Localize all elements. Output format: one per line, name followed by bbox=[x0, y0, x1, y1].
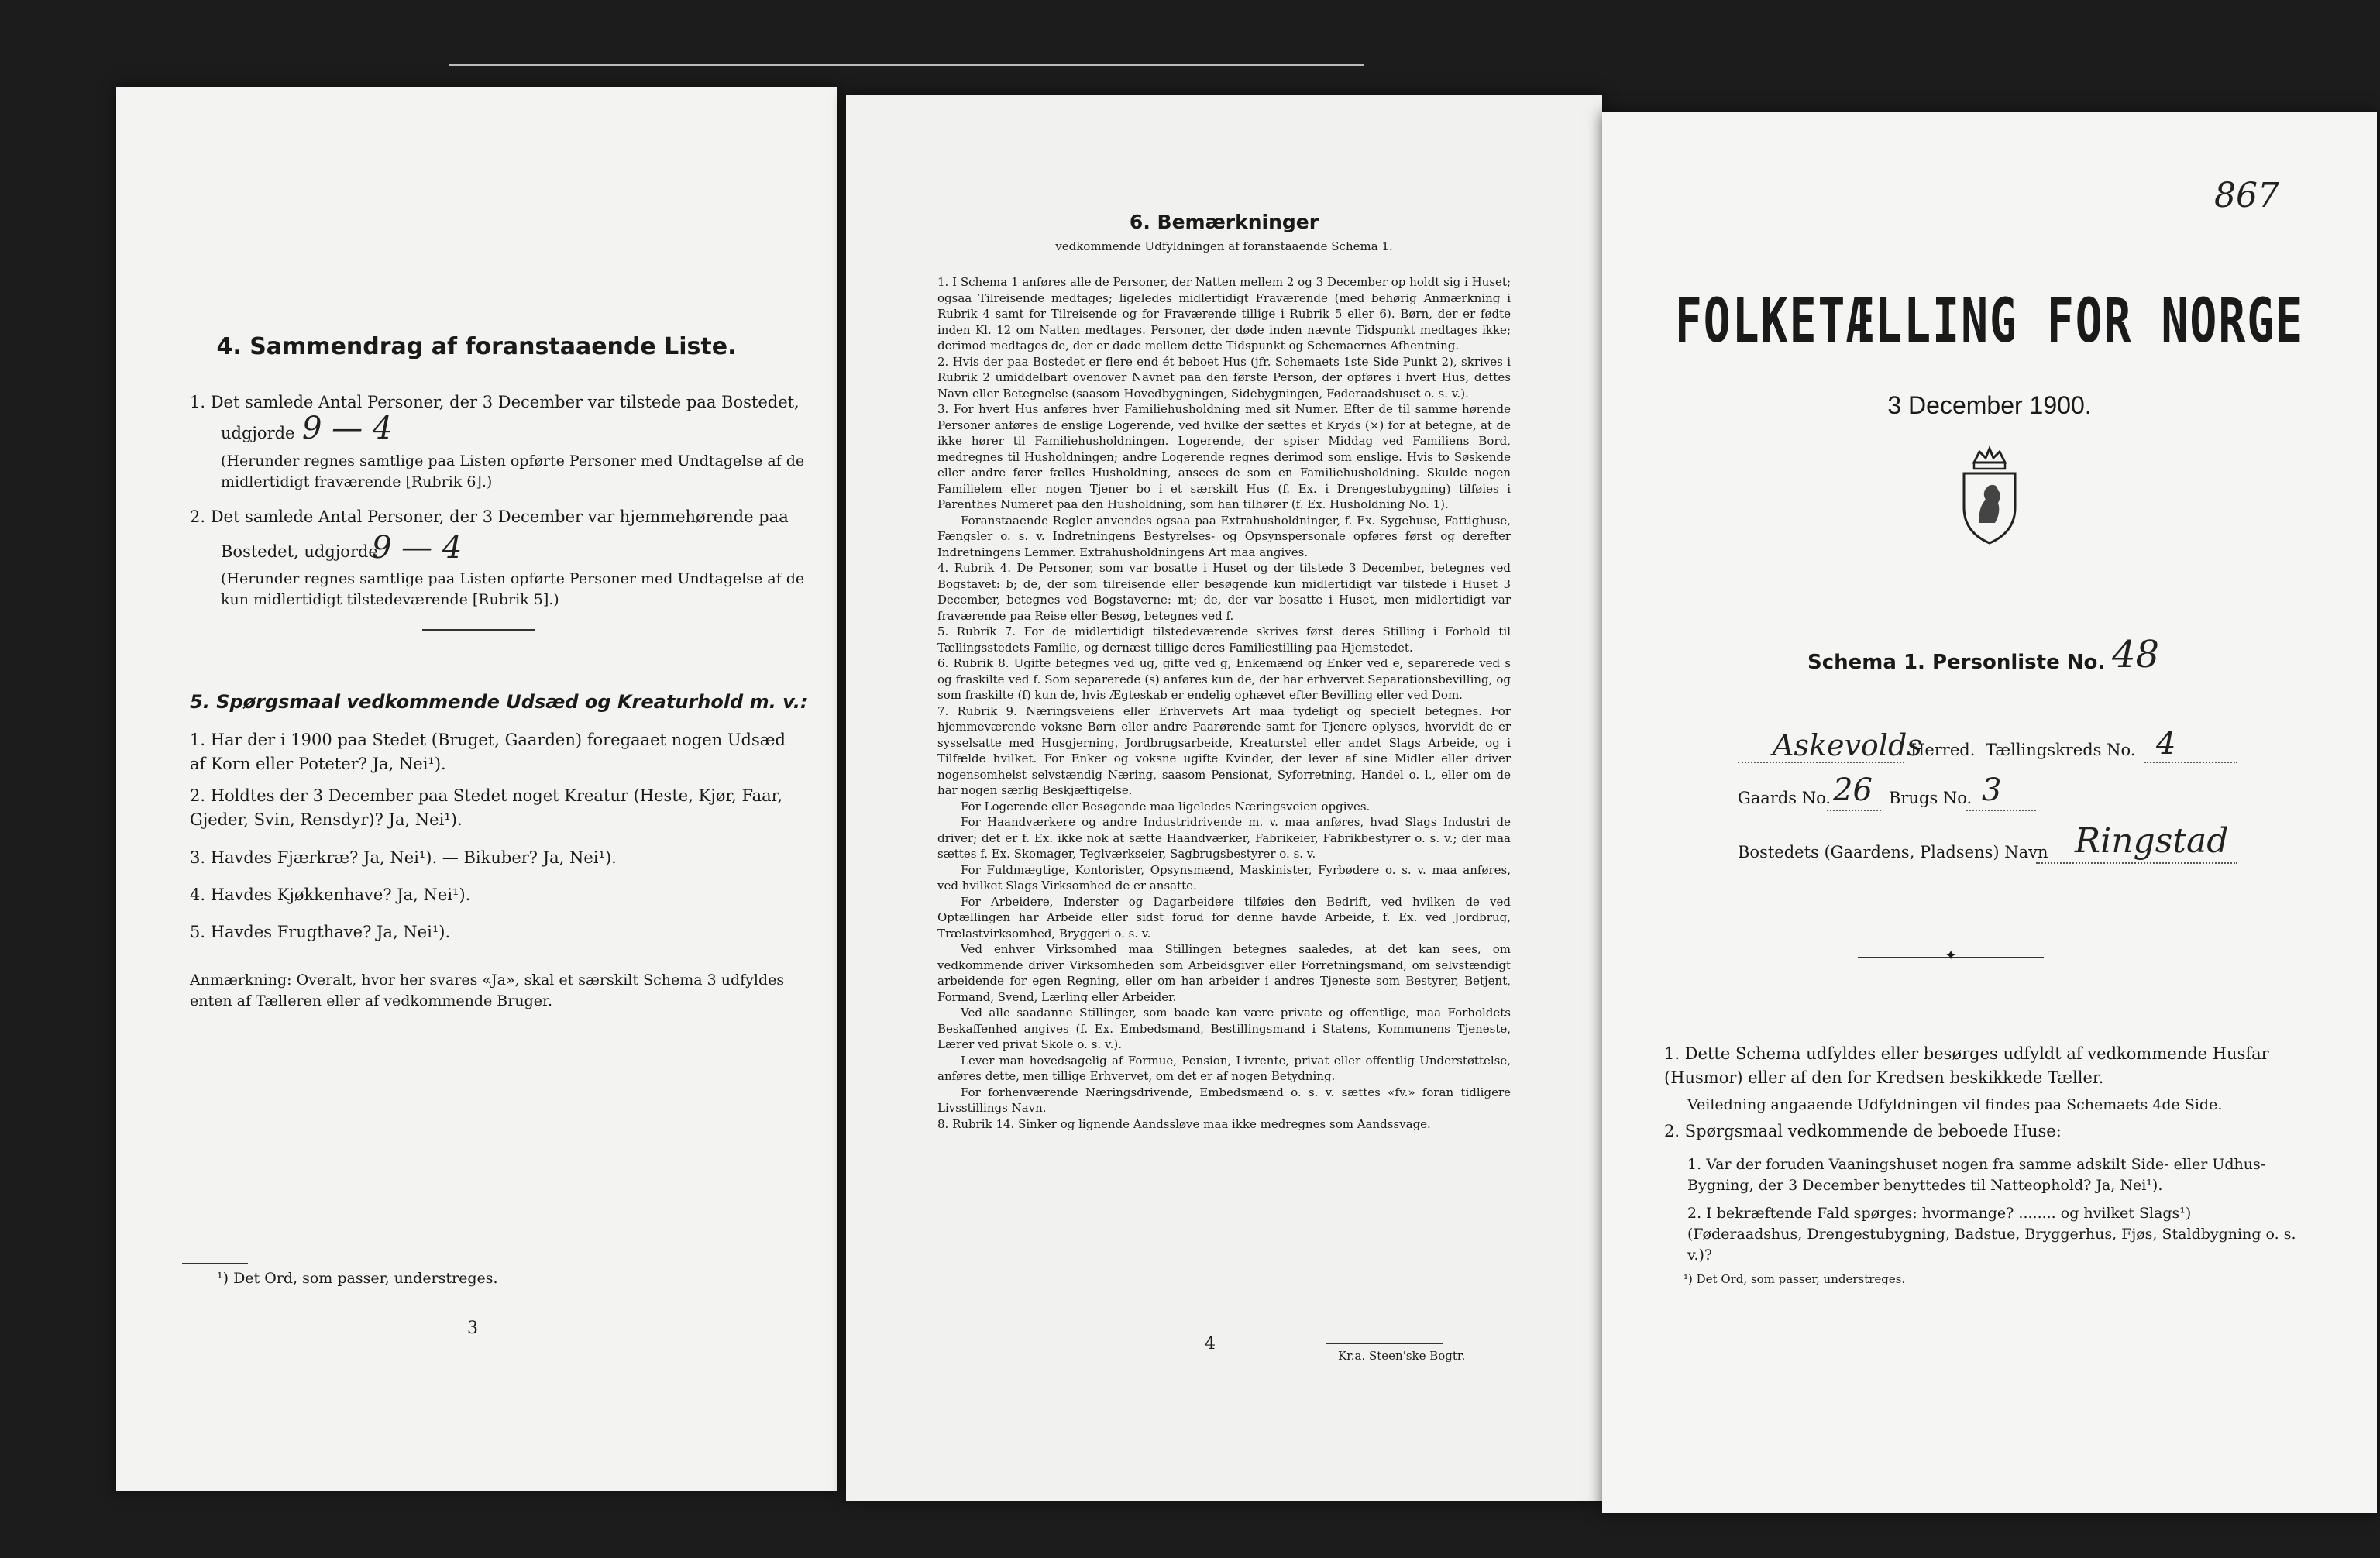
coat-of-arms-icon bbox=[1955, 445, 2024, 546]
question-5-1: 1. Har der i 1900 paa Stedet (Bruget, Gaarden) foregaaet nogen Udsæd af Korn eller Poteter? Ja, Nei¹). bbox=[190, 731, 786, 773]
printer-imprint: Kr.a. Steen'ske Bogtr. bbox=[1338, 1349, 1466, 1363]
question-5-5: 5. Havdes Frugthave? Ja, Nei¹). bbox=[190, 923, 451, 941]
instruction-2-1: 1. Var der foruden Vaaningshuset nogen fra samme adskilt Side- eller Udhus-Bygning, der 3 December benyttedes til Natteophold? Ja, Nei¹). bbox=[1687, 1156, 2266, 1194]
remark-paragraph: 6. Rubrik 8. Ugifte betegnes ved ug, gifte ved g, Enkemænd og Enker ved e, separerede ved s og fraskilte ved f. Som separerede (s) anføres kun de, der har erhvervet Separationsbevilling, og som fraskilte (f) kun de, hvis Ægteskab er endelig ophævet efter Bevilling eller ved Dom. bbox=[937, 656, 1511, 702]
question-1-note: (Herunder regnes samtlige paa Listen opførte Personer med Undtagelse af de midlertidigt fraværende [Rubrik 6].) bbox=[221, 452, 805, 490]
section6-subtitle: vedkommende Udfyldningen af foranstaaende Schema 1. bbox=[1055, 239, 1393, 253]
schema-number-handwritten: 48 bbox=[2112, 633, 2160, 676]
question-1-line2: udgjorde bbox=[221, 424, 295, 442]
herred-handwritten: Askevolds bbox=[1773, 728, 1922, 762]
right-page bbox=[1602, 112, 2377, 1513]
question-5-4: 4. Havdes Kjøkkenhave? Ja, Nei¹). bbox=[190, 886, 471, 904]
remark-paragraph: 2. Hvis der paa Bostedet er flere end ét beboet Hus (jfr. Schemaets 1ste Side Punkt 2), skrives i Rubrik 2 umiddelbart ovenover Navnet paa den første Person, der opføres i hvert Hus, dettes Navn eller Betegnelse (saasom Hovedbygningen, Sidebygningen, Føderaadshuset o. s. v.). bbox=[937, 354, 1511, 401]
ornament-icon: ✦ bbox=[1945, 948, 1957, 964]
page-number: 4 bbox=[1205, 1334, 1216, 1353]
remark-paragraph: For Haandværkere og andre Industridrivende m. v. maa anføres, hvad Slags Industri de driver; det er f. Ex. ikke nok at sætte Haandværker, Fabrikeier, Fabrikbestyrer o. s. v.; der maa sættes f. Ex. Skomager, Teglværkseier, Sagbrugsbestyrer o. s. v. bbox=[937, 815, 1511, 861]
question-1-line1: 1. Det samlede Antal Personer, der 3 December var tilstede paa Bostedet, bbox=[190, 393, 800, 411]
instruction-1-note: Veiledning angaaende Udfyldningen vil findes paa Schemaets 4de Side. bbox=[1687, 1096, 2223, 1113]
gaards-underline bbox=[1827, 810, 1881, 811]
remark-paragraph: 3. For hvert Hus anføres hver Familiehusholdning med sit Numer. Efter de til samme hørende Personer anføres de enslige Logerende, ved hvilke der sættes et Kryds (×) for at betegne, at de ikke hører til Familiehusholdningen. Logerende, der spiser Middag ved Familiens Bord, medregnes til Husholdningen; andre Logerende regnes derimod som enslige. Hvis to Søskende eller andre fører fælles Husholdning, ansees de som en Familiehusholdning. Skulde nogen Familielem eller nogen Tjener bo i et særskilt Hus (f. Ex. i Drengestubygning) tilføies i Parenthes Numeret paa den Husholdning, som han tilhører (f. Ex. Husholdning No. 1). bbox=[937, 402, 1511, 511]
left-page bbox=[116, 87, 837, 1491]
census-date: 3 December 1900. bbox=[1887, 391, 2092, 419]
question-5-3: 3. Havdes Fjærkræ? Ja, Nei¹). — Bikuber? Ja, Nei¹). bbox=[190, 848, 617, 867]
brugs-underline bbox=[1966, 810, 2036, 811]
kreds-handwritten: 4 bbox=[2156, 726, 2176, 762]
printer-rule bbox=[1326, 1343, 1443, 1344]
question-2-note: (Herunder regnes samtlige paa Listen opførte Personer med Undtagelse af de kun midlertidigt tilstedeværende [Rubrik 5].) bbox=[221, 570, 805, 608]
remark-paragraph: 8. Rubrik 14. Sinker og lignende Aandssløve maa ikke medregnes som Aandssvage. bbox=[937, 1116, 1431, 1131]
question-2-line2: Bostedet, udgjorde bbox=[221, 542, 378, 561]
footnote: ¹) Det Ord, som passer, understreges. bbox=[217, 1270, 498, 1287]
gaards-handwritten: 26 bbox=[1833, 772, 1873, 808]
census-title: FOLKETÆLLING FOR NORGE bbox=[1674, 285, 2305, 356]
remark-paragraph: Ved enhver Virksomhed maa Stillingen betegnes saaledes, at det kan sees, om vedkommende driver Virksomheden som Arbeidsgiver eller Forretningsmand, om selvstændigt arbeidende for egen Regning, eller om han arbeider i andres Tjeneste som Bestyrer, Betjent, Formand, Svend, Lærling eller Arbeider. bbox=[937, 942, 1511, 1004]
gaards-label: Gaards No. bbox=[1738, 789, 1831, 807]
kreds-label: Tællingskreds No. bbox=[1986, 741, 2136, 759]
remark-paragraph: Ved alle saadanne Stillinger, som baade kan være private og offentlige, maa Forholdets Beskaffenhed angives (f. Ex. Embedsmand, Bestillingsmand i Statens, Kommunens Tjeneste, Lærer ved privat Skole o. s. v.). bbox=[937, 1006, 1511, 1051]
remark-paragraph: For Arbeidere, Inderster og Dagarbeidere tilføies den Bedrift, ved hvilken de ved Optællingen har Arbeide eller sidst forud for denne havde Arbeide, f. Ex. ved Jordbrug, Trælastvirksomhed, Bryggeri o. s. v. bbox=[937, 894, 1511, 941]
instruction-1: 1. Dette Schema udfyldes eller besørges udfyldt af vedkommende Husfar (Husmor) eller af den for Kredsen beskikkede Tæller. bbox=[1664, 1044, 2269, 1087]
remark-paragraph: 1. I Schema 1 anføres alle de Personer, der Natten mellem 2 og 3 December op holdt sig i Huset; ogsaa Tilreisende medtages; ligeledes midlertidigt Fraværende (med behørig Anmærkning i Rubrik 4 samt for Tilreisende og for Fraværende tillige i Rubrik 5 eller 6). Børn, der er fødte inden Kl. 12 om Natten medtages. Personer, der døde inden nævnte Tidspunkt medtages ikke; derimod medtages de, der er døde mellem dette Tidspunkt og Schemaernes Afhentning. bbox=[937, 275, 1511, 353]
footnote: ¹) Det Ord, som passer, understreges. bbox=[1684, 1272, 1906, 1286]
remark-paragraph: For Logerende eller Besøgende maa ligeledes Næringsveien opgives. bbox=[961, 799, 1371, 813]
remark-paragraph: For Fuldmægtige, Kontorister, Opsynsmænd, Maskinister, Fyrbødere o. s. v. maa anføres, ved hvilket Slags Virksomhed de er ansatte. bbox=[937, 862, 1511, 892]
bosted-handwritten: Ringstad bbox=[2075, 821, 2229, 861]
remark-paragraph: 7. Rubrik 9. Næringsveiens eller Erhvervets Art maa tydeligt og specielt betegnes. For hjemmeværende voksne Børn eller andre Paarørende samt for Tjenere oplyses, hvorvidt de er sysselsatte med Husgjerning, Jordbrugsarbeide, Kreaturstel eller andet Slags Arbeide, og i Tilfælde hvilket. For Enker og voksne ugifte Kvinder, der lever af sine Midler eller driver nogensomhelst selvstændig Næring, saasom Pensionat, Syforretning, Handel o. l., eller om de har nogen særlig Beskjæftigelse. bbox=[937, 703, 1511, 797]
brugs-label: Brugs No. bbox=[1889, 789, 1972, 807]
remark-paragraph: Foranstaaende Regler anvendes ogsaa paa Extrahusholdninger, f. Ex. Sygehuse, Fattighuse, Fængsler o. s. v. Indretningens Bestyrelses- og Opsynspersonale opføres først og derefter Indretningens Lemmer. Extrahusholdningens Art maa angives. bbox=[937, 513, 1511, 559]
remark-paragraph: For forhenværende Næringsdrivende, Embedsmænd o. s. v. sættes «fv.» foran tidligere Livsstillings Navn. bbox=[937, 1085, 1511, 1115]
middle-page bbox=[846, 95, 1602, 1501]
question-2-handwritten: 9 — 4 bbox=[372, 530, 463, 566]
remark-paragraph: 4. Rubrik 4. De Personer, som var bosatte i Huset og der tilstede 3 December, betegnes ved Bogstavet: b; de, der som tilreisende eller besøgende kun midlertidigt var tilstede i Huset 3 December, betegnes ved Bogstaverne: mt; de, der var bosatte i Huset, men midlertidigt var fraværende paa Reise eller Besøg, betegnes ved f. bbox=[937, 561, 1511, 623]
remark-paragraph: Lever man hovedsagelig af Formue, Pension, Livrente, privat eller offentlig Understøttelse, anføres dette, men tillige Erhvervet, om det er af nogen Betydning. bbox=[937, 1053, 1511, 1083]
section5-title: 5. Spørgsmaal vedkommende Udsæd og Kreaturhold m. v.: bbox=[190, 691, 808, 713]
question-5-2: 2. Holdtes der 3 December paa Stedet noget Kreatur (Heste, Kjør, Faar, Gjeder, Svin, Rensdyr)? Ja, Nei¹). bbox=[190, 786, 783, 829]
page-number: 3 bbox=[467, 1319, 478, 1338]
herred-label: Herred. bbox=[1911, 741, 1976, 759]
herred-underline bbox=[1738, 762, 1904, 763]
bosted-label: Bostedets (Gaardens, Pladsens) Navn bbox=[1738, 843, 2048, 862]
bosted-underline bbox=[2036, 862, 2237, 864]
kreds-underline bbox=[2144, 762, 2237, 763]
question-1-handwritten: 9 — 4 bbox=[302, 411, 393, 446]
divider-rule bbox=[422, 629, 535, 631]
remark: Anmærkning: Overalt, hvor her svares «Ja», skal et særskilt Schema 3 udfyldes enten af Tælleren eller af vedkommende Bruger. bbox=[190, 972, 785, 1009]
schema-label: Schema 1. Personliste No. bbox=[1807, 651, 2106, 674]
brugs-handwritten: 3 bbox=[1982, 772, 2002, 808]
question-2-line1: 2. Det samlede Antal Personer, der 3 December var hjemmehørende paa bbox=[190, 507, 789, 526]
footnote-rule bbox=[182, 1263, 248, 1264]
section4-title: 4. Sammendrag af foranstaaende Liste. bbox=[216, 333, 737, 360]
remark-paragraph: 5. Rubrik 7. For de midlertidigt tilstedeværende skrives først deres Stilling i Forhold til Tællingsstedets Familie, og dernæst tillige deres Familiestilling paa Hjemstedet. bbox=[937, 624, 1511, 655]
archive-number: 867 bbox=[2214, 176, 2279, 215]
remarks-list bbox=[937, 274, 1511, 1132]
instruction-2-2: 2. I bekræftende Fald spørges: hvormange? ........ og hvilket Slags¹) (Føderaadshus, Drengestubygning, Badstue, Bryggerhus, Fjøs, Staldbygning o. s. v.)? bbox=[1687, 1205, 2296, 1264]
top-edge-rule bbox=[449, 64, 1364, 66]
section6-title: 6. Bemærkninger bbox=[1129, 211, 1319, 233]
instruction-2: 2. Spørgsmaal vedkommende de beboede Huse: bbox=[1664, 1122, 2062, 1140]
